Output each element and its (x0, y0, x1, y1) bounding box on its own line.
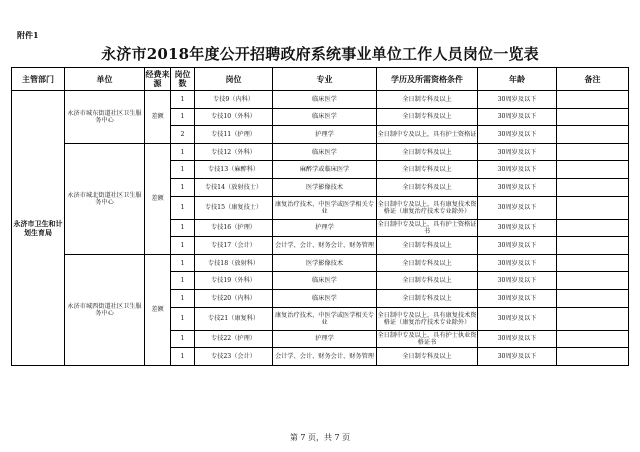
note-cell (557, 254, 629, 272)
header-age: 年龄 (478, 68, 557, 91)
age-cell: 30周岁及以下 (478, 126, 557, 144)
table-row (12, 143, 629, 161)
major-cell: 临床医学 (273, 91, 377, 109)
major-cell: 护理学 (273, 219, 377, 237)
table-header-row (12, 68, 629, 91)
count-cell: 1 (171, 161, 195, 179)
edu-cell: 全日制专科及以上 (377, 272, 478, 290)
header-note: 备注 (557, 68, 629, 91)
edu-cell: 全日制中专及以上，具有护士执业资格证书 (377, 331, 477, 346)
note-cell (557, 91, 629, 109)
funding-cell: 差额 (145, 91, 171, 144)
post-cell: 专技20（内科） (195, 289, 273, 307)
age-cell: 30周岁及以下 (478, 272, 557, 290)
major-cell: 医学影像技术 (273, 178, 377, 196)
edu-cell: 全日制专科及以上 (377, 91, 478, 109)
edu-cell: 全日制专科及以上 (377, 178, 478, 196)
count-cell: 1 (171, 330, 195, 348)
edu-cell: 全日制中专及以上，具有护士资格证书 (377, 220, 477, 235)
major-cell: 康复治疗技术、中医学或医学相关专业 (273, 196, 377, 219)
post-cell: 专技16（护理） (195, 219, 273, 237)
note-cell (557, 237, 629, 255)
header-count: 岗位数 (171, 68, 195, 91)
count-cell: 1 (171, 289, 195, 307)
age-cell: 30周岁及以下 (478, 348, 557, 366)
age-cell: 30周岁及以下 (478, 219, 557, 237)
dept-cell: 永济市卫生和计划生育局 (12, 91, 65, 366)
note-cell (557, 178, 629, 196)
major-cell: 会计学、会计、财务会计、财务管理 (273, 348, 377, 366)
post-cell: 专技22（护理） (195, 330, 273, 348)
major-cell: 临床医学 (273, 272, 377, 290)
funding-cell: 差额 (145, 254, 171, 365)
post-cell: 专技23（会计） (195, 348, 273, 366)
header-unit: 单位 (65, 68, 145, 91)
header-edu: 学历及所需资格条件 (377, 68, 478, 91)
edu-cell: 全日制专科及以上 (377, 254, 478, 272)
age-cell: 30周岁及以下 (478, 289, 557, 307)
major-cell: 临床医学 (273, 108, 377, 126)
note-cell (557, 143, 629, 161)
header-post: 岗位 (195, 68, 273, 91)
count-cell: 1 (171, 272, 195, 290)
funding-cell: 差额 (145, 143, 171, 254)
count-cell: 1 (171, 91, 195, 109)
table-row (12, 91, 629, 109)
post-cell: 专技21（康复科） (195, 307, 273, 330)
header-major: 专业 (273, 68, 377, 91)
major-cell: 护理学 (273, 126, 377, 144)
note-cell (557, 126, 629, 144)
count-cell: 2 (171, 126, 195, 144)
edu-cell: 全日制专科及以上 (377, 161, 478, 179)
note-cell (557, 348, 629, 366)
age-cell: 30周岁及以下 (478, 307, 557, 330)
page-footer: 第 7 页，共 7 页 (289, 433, 351, 442)
major-cell: 会计学、会计、财务会计、财务管理 (273, 237, 377, 255)
age-cell: 30周岁及以下 (478, 108, 557, 126)
major-cell: 临床医学 (273, 289, 377, 307)
post-cell: 专技12（外科） (195, 143, 273, 161)
major-cell: 麻醉学或临床医学 (273, 161, 377, 179)
note-cell (557, 108, 629, 126)
post-cell: 专技11（护理） (195, 126, 273, 144)
age-cell: 30周岁及以下 (478, 254, 557, 272)
post-cell: 专技10（外科） (195, 108, 273, 126)
post-cell: 专技17（会计） (195, 237, 273, 255)
age-cell: 30周岁及以下 (478, 237, 557, 255)
count-cell: 1 (171, 254, 195, 272)
major-cell: 护理学 (273, 330, 377, 348)
major-cell: 医学影像技术 (273, 254, 377, 272)
post-cell: 专技9（内科） (195, 91, 273, 109)
positions-table (11, 67, 629, 366)
post-cell: 专技13（麻醉科） (195, 161, 273, 179)
edu-cell: 全日制专科及以上 (377, 237, 478, 255)
unit-cell: 永济市城东街道社区卫生服务中心 (65, 91, 145, 144)
count-cell: 1 (171, 143, 195, 161)
table-row (12, 254, 629, 272)
major-cell: 临床医学 (273, 143, 377, 161)
edu-cell: 全日制专科及以上 (377, 289, 478, 307)
note-cell (557, 161, 629, 179)
note-cell (557, 289, 629, 307)
page-title: 永济市2018年度公开招聘政府系统事业单位工作人员岗位一览表 (101, 45, 539, 63)
edu-cell: 全日制中专及以上，具有护士资格证 (377, 126, 478, 144)
post-cell: 专技15（康复技士） (195, 196, 273, 219)
post-cell: 专技19（外科） (195, 272, 273, 290)
count-cell: 1 (171, 219, 195, 237)
header-dept: 主管部门 (12, 68, 65, 91)
note-cell (557, 196, 629, 219)
post-cell: 专技14（放射技士） (195, 178, 273, 196)
unit-cell: 永济市城西街道社区卫生服务中心 (65, 254, 145, 365)
count-cell: 1 (171, 196, 195, 219)
major-cell: 康复治疗技术、中医学或医学相关专业 (273, 307, 377, 330)
count-cell: 1 (171, 178, 195, 196)
annex-label: 附件1 (17, 30, 39, 40)
header-funding: 经费来源 (145, 68, 171, 91)
edu-cell: 全日制中专及以上，具有康复技术资格证（康复治疗技术专业除外） (377, 307, 478, 330)
count-cell: 1 (171, 237, 195, 255)
unit-cell: 永济市城北街道社区卫生服务中心 (65, 143, 145, 254)
note-cell (557, 330, 629, 348)
age-cell: 30周岁及以下 (478, 161, 557, 179)
note-cell (557, 219, 629, 237)
age-cell: 30周岁及以下 (478, 196, 557, 219)
post-cell: 专技18（放射科） (195, 254, 273, 272)
note-cell (557, 307, 629, 330)
age-cell: 30周岁及以下 (478, 91, 557, 109)
edu-cell: 全日制专科及以上 (377, 348, 478, 366)
count-cell: 1 (171, 348, 195, 366)
age-cell: 30周岁及以下 (478, 143, 557, 161)
edu-cell: 全日制专科及以上 (377, 143, 478, 161)
note-cell (557, 272, 629, 290)
age-cell: 30周岁及以下 (478, 178, 557, 196)
count-cell: 1 (171, 307, 195, 330)
edu-cell: 全日制专科及以上 (377, 108, 478, 126)
edu-cell: 全日制中专及以上，具有康复技术资格证（康复治疗技术专业除外） (377, 196, 478, 219)
age-cell: 30周岁及以下 (478, 330, 557, 348)
count-cell: 1 (171, 108, 195, 126)
